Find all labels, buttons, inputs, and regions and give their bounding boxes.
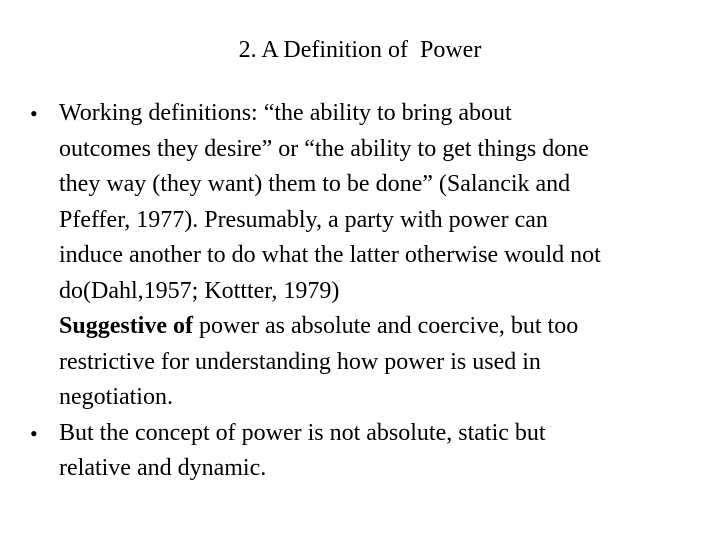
slide-body: [30, 96, 700, 487]
text-line: outcomes they desire” or “the ability to get things done: [59, 135, 589, 162]
text-line: But the concept of power is not absolute, static but: [59, 419, 546, 446]
text-line: induce another to do what the latter otherwise would not: [59, 242, 601, 268]
paragraph-suggestive: [30, 309, 700, 416]
bullet-icon: •: [30, 101, 38, 126]
bullet-item-working-definitions: [30, 96, 700, 309]
text-line: do(Dahl,1957; Kottter, 1979): [59, 277, 340, 304]
text-line: [59, 309, 700, 345]
slide-title: 2. A Definition of Power: [238, 37, 482, 63]
text-line: Working definitions: “the ability to bring about: [59, 100, 512, 126]
text-line: negotiation.: [59, 384, 173, 410]
text-line: relative and dynamic.: [59, 455, 267, 481]
text-line: restrictive for understanding how power is used in: [59, 348, 541, 375]
text-line: they way (they want) them to be done” (Salancik and: [59, 171, 571, 197]
inline-text: power as absolute and coercive, but too: [193, 313, 579, 339]
text-line: Pfeffer, 1977). Presumably, a party with power can: [59, 206, 548, 233]
bold-lead-text: Suggestive of: [59, 313, 193, 339]
bullet-item-concept-of-power: [30, 416, 700, 487]
bullet-icon: •: [30, 420, 38, 446]
